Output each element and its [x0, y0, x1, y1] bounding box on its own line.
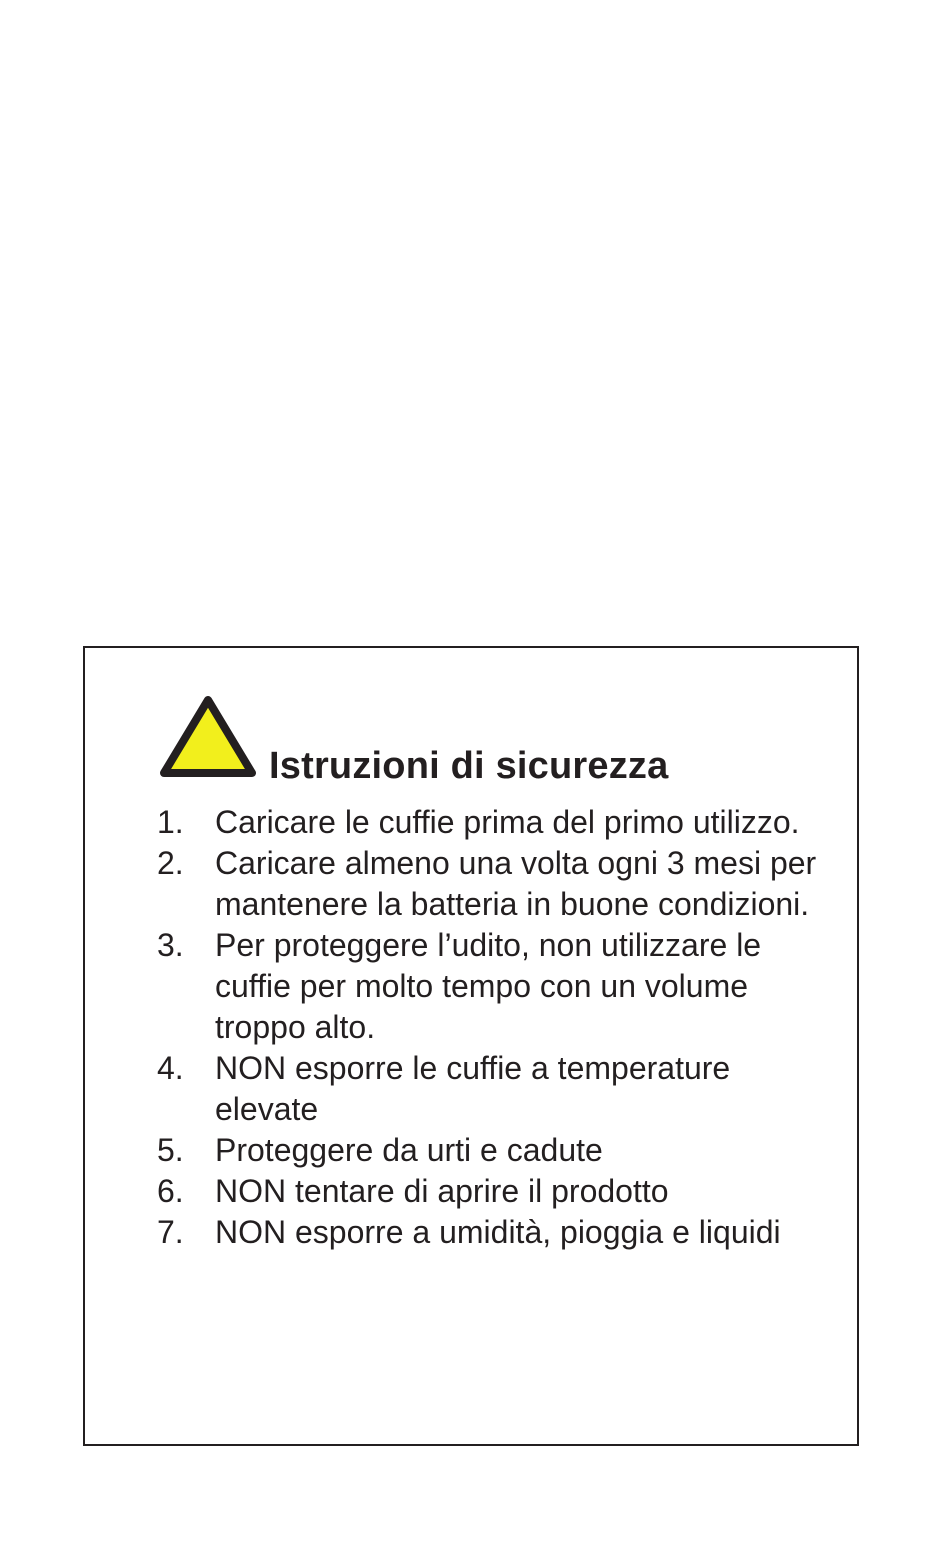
item-text: Caricare almeno una volta ogni 3 mesi per mantenere la batteria in buone condizioni.: [215, 845, 817, 922]
instruction-item-3: [157, 925, 837, 1048]
item-text: NON esporre le cuffie a temperature elevate: [215, 1050, 731, 1127]
instruction-item-7: [157, 1212, 837, 1253]
item-number: 3.: [157, 927, 184, 963]
safety-instructions-title: Istruzioni di sicurezza: [269, 745, 669, 787]
item-number: 7.: [157, 1214, 184, 1250]
item-number: 2.: [157, 845, 184, 881]
item-number: 1.: [157, 804, 184, 840]
item-text: NON tentare di aprire il prodotto: [215, 1173, 669, 1209]
safety-instructions-list: [157, 802, 837, 1253]
item-number: 6.: [157, 1173, 184, 1209]
instruction-item-5: [157, 1130, 837, 1171]
warning-triangle-icon: [158, 693, 258, 781]
item-text: NON esporre a umidità, pioggia e liquidi: [215, 1214, 781, 1250]
item-text: Caricare le cuffie prima del primo utilizzo.: [215, 804, 800, 840]
item-number: 4.: [157, 1050, 184, 1086]
instruction-item-6: [157, 1171, 837, 1212]
item-number: 5.: [157, 1132, 184, 1168]
item-text: Proteggere da urti e cadute: [215, 1132, 603, 1168]
instruction-item-4: [157, 1048, 837, 1130]
item-text: Per proteggere l’udito, non utilizzare le cuffie per molto tempo con un volume troppo alto.: [215, 927, 762, 1045]
instruction-item-1: [157, 802, 837, 843]
instruction-item-2: [157, 843, 837, 925]
